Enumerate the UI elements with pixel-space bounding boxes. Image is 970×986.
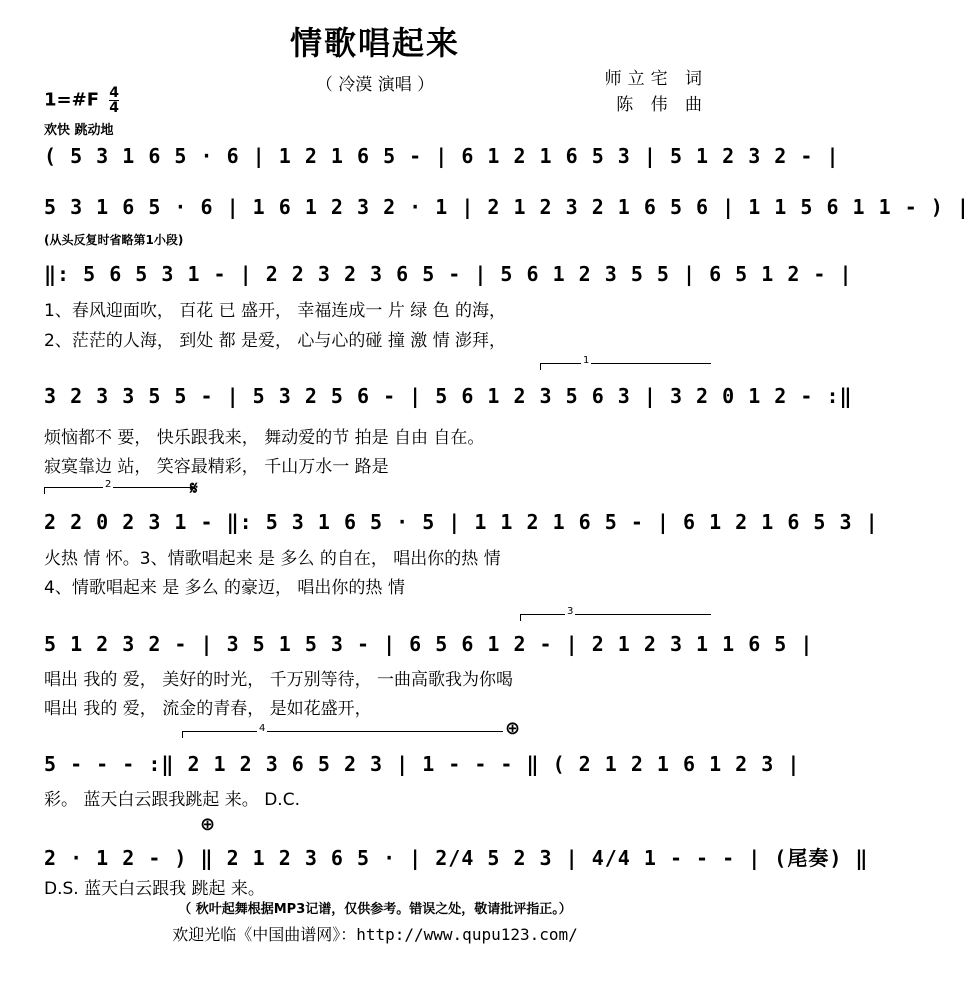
staff-row-2: 5 3 1 6 5 · 6 | 1 6 1 2 3 2 · 1 | 2 1 2 3 2 1 6 5 6 | 1 1 5 6 1 1 - ) | xyxy=(44,195,970,219)
lyric-row-10: D.S. 蓝天白云跟我 跳起 来。 xyxy=(44,879,265,899)
volta-1 xyxy=(540,355,711,370)
author-credits xyxy=(605,66,708,118)
volta-4 xyxy=(182,723,503,738)
volta-3 xyxy=(520,606,711,621)
volta-2-label: 2 xyxy=(105,479,112,490)
time-signature xyxy=(109,86,119,115)
lyricist: 师立宅 词 xyxy=(604,69,708,89)
time-numerator: 4 xyxy=(109,85,120,101)
lyric-row-5: 火热 情 怀。3、情歌唱起来 是 多么 的自在， 唱出你的热 情 xyxy=(44,549,501,569)
staff-row-4: 3 2 3 3 5 5 - | 5 3 2 5 6 - | 5 6 1 2 3 5 6 3 | 3 2 0 1 2 - :‖ xyxy=(44,384,853,408)
staff-row-5: 2 2 0 2 3 1 - ‖: 5 3 1 6 5 · 5 | 1 1 2 1 6 5 - | 6 1 2 1 6 5 3 | xyxy=(44,510,879,534)
tempo-marking: 欢快 跳动地 xyxy=(44,123,114,138)
time-denominator: 4 xyxy=(109,100,120,116)
volta-2 xyxy=(44,479,195,494)
key-label: 1=#F xyxy=(44,89,99,111)
singer-credit: （ 冷漠 演唱 ） xyxy=(315,75,435,95)
song-title: 情歌唱起来 xyxy=(289,24,460,62)
lyric-row-7: 唱出 我的 爱， 美好的时光， 千万别等待， 一曲高歌我为你喝 xyxy=(44,670,514,690)
lyric-row-4: 寂寞靠边 站， 笑容最精彩， 千山万水一 路是 xyxy=(44,457,389,477)
lyric-row-3: 烦恼都不 要， 快乐跟我来， 舞动爱的节 拍是 自由 自在。 xyxy=(44,428,485,448)
coda-sign-1: ⊕ xyxy=(505,718,521,739)
lyric-row-6: 4、情歌唱起来 是 多么 的豪迈， 唱出你的热 情 xyxy=(44,578,405,598)
volta-4-label: 4 xyxy=(259,723,266,734)
staff-row-6: 5 1 2 3 2 - | 3 5 1 5 3 - | 6 5 6 1 2 - | 2 1 2 3 1 1 6 5 | xyxy=(44,632,814,656)
coda-sign-2: ⊕ xyxy=(200,814,216,835)
lyric-row-2: 2、茫茫的人海， 到处 都 是爱， 心与心的碰 撞 激 情 澎拜， xyxy=(44,331,507,351)
site-footer xyxy=(0,922,750,945)
staff-row-7: 5 - - - :‖ 2 1 2 3 6 5 2 3 | 1 - - - ‖ ( 2 1 2 1 6 1 2 3 | xyxy=(44,752,801,776)
composer: 陈 伟 曲 xyxy=(616,95,708,115)
site-welcome: 欢迎光临《中国曲谱网》： xyxy=(172,925,357,944)
volta-1-label: 1 xyxy=(583,355,590,366)
lyric-row-9: 彩。 蓝天白云跟我跳起 来。 D.C. xyxy=(44,790,300,810)
key-signature xyxy=(44,86,119,115)
repeat-note: (从头反复时省略第1小段) xyxy=(44,233,184,247)
lyric-row-8: 唱出 我的 爱， 流金的青春， 是如花盛开， xyxy=(44,699,372,719)
staff-row-1: ( 5 3 1 6 5 · 6 | 1 2 1 6 5 - | 6 1 2 1 6 5 3 | 5 1 2 3 2 - | xyxy=(44,144,840,168)
staff-row-3: ‖: 5 6 5 3 1 - | 2 2 3 2 3 6 5 - | 5 6 1 2 3 5 5 | 6 5 1 2 - | xyxy=(44,262,853,286)
transcriber-note: （ 秋叶起舞根据MP3记谱，仅供参考。错误之处，敬请批评指正。） xyxy=(178,902,572,917)
lyric-row-1: 1、春风迎面吹， 百花 已 盛开， 幸福连成一 片 绿 色 的海， xyxy=(44,301,507,321)
staff-row-8: 2 · 1 2 - ) ‖ 2 1 2 3 6 5 · | 2/4 5 2 3 | 4/4 1 - - - | (尾奏) ‖ xyxy=(44,846,869,870)
segno-sign: 𝄋 xyxy=(190,478,198,499)
site-url-link[interactable]: http://www.qupu123.com/ xyxy=(356,925,578,944)
volta-3-label: 3 xyxy=(567,606,574,617)
